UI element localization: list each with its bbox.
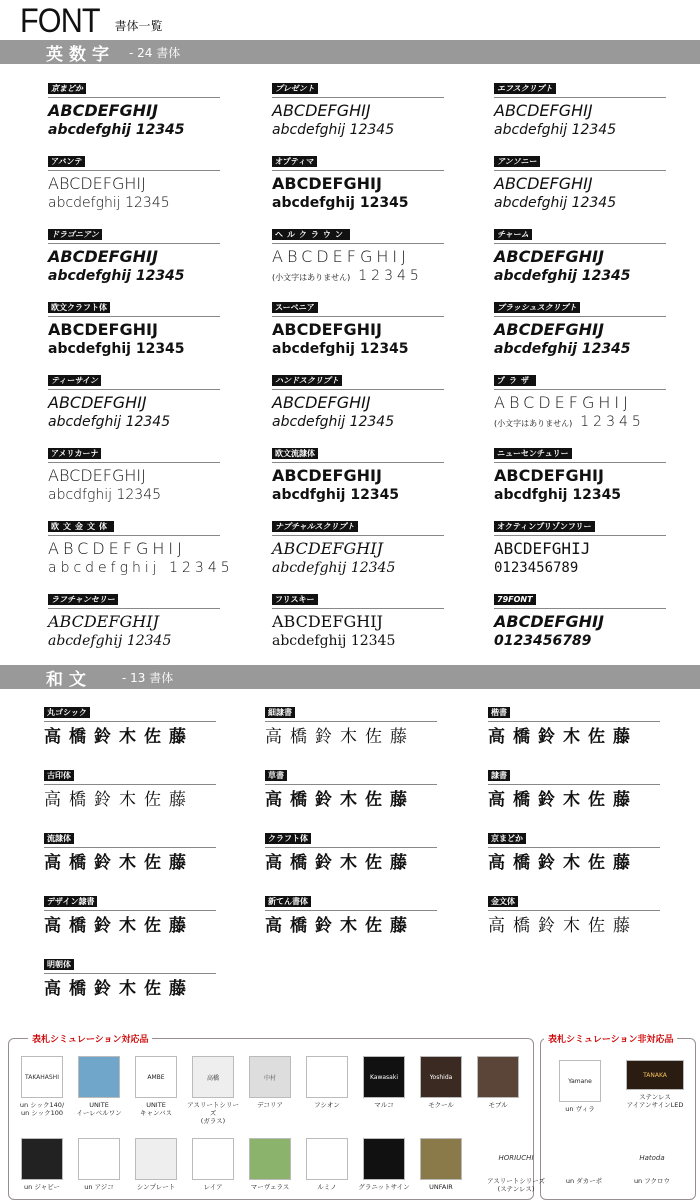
japanese-font-sample bbox=[265, 826, 445, 875]
font-name-label: 古印体 bbox=[44, 770, 74, 781]
uppercase-sample: ABCDEFGHIJ bbox=[48, 612, 159, 631]
japanese-font-sample bbox=[265, 700, 445, 749]
lowercase-sample: abcdefghij 12345 bbox=[48, 122, 185, 138]
kanji-sample: 高橋鈴木佐藤 bbox=[488, 727, 638, 747]
divider bbox=[272, 170, 444, 171]
product-image[interactable] bbox=[78, 1138, 120, 1180]
kanji-sample: 高橋鈴木佐藤 bbox=[488, 916, 638, 936]
divider bbox=[494, 535, 666, 536]
kanji-sample: 高橋鈴木佐藤 bbox=[44, 790, 194, 810]
product-image[interactable] bbox=[135, 1138, 177, 1180]
uppercase-sample: ABCDEFGHIJ bbox=[494, 539, 591, 558]
product-image[interactable]: 中村 bbox=[249, 1056, 291, 1098]
uppercase-sample: ABCDEFGHIJ bbox=[272, 393, 371, 412]
unsupported-products-title: 表札シミュレーション非対応品 bbox=[544, 1032, 677, 1045]
font-name-label: 京まどか bbox=[48, 83, 86, 94]
product-image[interactable] bbox=[21, 1138, 63, 1180]
divider bbox=[494, 316, 666, 317]
font-name-label: エフスクリプト bbox=[494, 83, 556, 94]
product-item[interactable] bbox=[185, 1138, 241, 1191]
font-name-label: フリスキー bbox=[272, 594, 318, 605]
uppercase-sample: ABCDEFGHIJ bbox=[48, 466, 146, 485]
page-header bbox=[20, 4, 163, 38]
lowercase-sample: abcdefghij 12345 bbox=[48, 633, 172, 649]
lowercase-sample: abcdfghij 12345 bbox=[272, 487, 400, 503]
latin-font-sample bbox=[272, 149, 452, 212]
lowercase-sample: abcdefghij 12345 bbox=[272, 195, 409, 211]
latin-font-sample bbox=[494, 441, 674, 504]
kanji-sample: 高橋鈴木佐藤 bbox=[265, 916, 415, 936]
divider bbox=[48, 97, 220, 98]
font-name-label: ハンドスクリプト bbox=[272, 375, 342, 386]
japanese-font-sample bbox=[488, 889, 668, 938]
font-name-label: 欧文金文体 bbox=[48, 521, 114, 532]
divider bbox=[272, 389, 444, 390]
kanji-sample: 高橋鈴木佐藤 bbox=[44, 979, 194, 999]
product-name: UNITE キャンバス bbox=[139, 1101, 173, 1117]
latin-font-sample bbox=[48, 222, 228, 285]
japanese-font-sample bbox=[44, 889, 224, 938]
lowercase-sample: abcdefghij 12345 bbox=[272, 560, 396, 576]
divider bbox=[265, 910, 437, 911]
digits-sample: 12345 bbox=[358, 268, 423, 284]
lowercase-sample: abcdefghij 12345 bbox=[272, 341, 409, 357]
latin-font-sample bbox=[48, 441, 228, 504]
lowercase-sample: abcdefghij 12345 bbox=[272, 414, 395, 430]
divider bbox=[488, 910, 660, 911]
kanji-sample: 高橋鈴木佐藤 bbox=[44, 916, 194, 936]
product-name: モクール bbox=[428, 1101, 454, 1109]
font-name-label: ナプチャルスクリプト bbox=[272, 521, 358, 532]
latin-font-sample bbox=[494, 295, 674, 358]
uppercase-sample: ABCDEFGHIJ bbox=[48, 101, 158, 120]
product-image[interactable]: HORIUCHI bbox=[498, 1154, 534, 1162]
font-name-label: ドラゴニアン bbox=[48, 229, 102, 240]
product-image[interactable] bbox=[363, 1138, 405, 1180]
latin-font-sample bbox=[272, 76, 452, 139]
font-name-label: 新てん書体 bbox=[265, 896, 311, 907]
font-name-label: 京まどか bbox=[488, 833, 526, 844]
lowercase-sample: 0123456789 bbox=[494, 560, 579, 576]
uppercase-sample: ABCDEFGHIJ bbox=[494, 466, 604, 485]
font-name-label: デザイン隷書 bbox=[44, 896, 97, 907]
latin-font-sample bbox=[48, 587, 228, 650]
product-image[interactable] bbox=[306, 1138, 348, 1180]
product-image[interactable]: TAKAHASHI bbox=[21, 1056, 63, 1098]
divider bbox=[48, 389, 220, 390]
lowercase-sample: 0123456789 bbox=[494, 633, 592, 649]
latin-font-sample bbox=[48, 514, 234, 577]
font-name-label: ヘルクラウン bbox=[272, 229, 350, 240]
font-name-label: ブラッシュスクリプト bbox=[494, 302, 580, 313]
product-item[interactable] bbox=[484, 1142, 548, 1193]
latin-font-sample bbox=[272, 587, 452, 650]
font-name-label: 明朝体 bbox=[44, 959, 74, 970]
product-name: un ダカーポ bbox=[565, 1177, 603, 1185]
japanese-section-band bbox=[0, 665, 700, 689]
kanji-sample: 高橋鈴木佐藤 bbox=[488, 790, 638, 810]
divider bbox=[265, 721, 437, 722]
uppercase-sample: ABCDEFGHIJ bbox=[494, 247, 604, 266]
uppercase-sample: ABCDEFGHIJ bbox=[272, 466, 382, 485]
lowercase-sample bbox=[272, 267, 452, 287]
product-image[interactable] bbox=[192, 1138, 234, 1180]
lowercase-sample: abcdfghij 12345 bbox=[494, 487, 622, 503]
lowercase-sample: abcdefghij 12345 bbox=[48, 195, 170, 211]
japanese-font-sample bbox=[44, 763, 224, 812]
latin-font-sample bbox=[494, 149, 674, 212]
latin-font-sample bbox=[272, 514, 452, 577]
font-name-label: 草書 bbox=[265, 770, 287, 781]
lowercase-sample: abcdfghij 12345 bbox=[48, 487, 162, 503]
product-image[interactable]: Yamane bbox=[559, 1060, 601, 1102]
product-item[interactable] bbox=[185, 1056, 241, 1125]
product-name: アスリートシリーズ (ガラス) bbox=[187, 1101, 239, 1125]
divider bbox=[48, 608, 220, 609]
product-image[interactable]: Yoshida bbox=[420, 1056, 462, 1098]
font-name-label: 流隷体 bbox=[44, 833, 74, 844]
product-name: グラニットサイン bbox=[358, 1183, 410, 1191]
japanese-font-sample bbox=[44, 826, 224, 875]
font-name-label: ニューセンチュリー bbox=[494, 448, 572, 459]
uppercase-sample: ABCDEFGHIJ bbox=[272, 101, 371, 120]
font-name-label: 欧文流隷体 bbox=[272, 448, 318, 459]
kanji-sample: 高橋鈴木佐藤 bbox=[265, 853, 415, 873]
divider bbox=[44, 973, 216, 974]
product-image[interactable]: Hatoda bbox=[639, 1154, 665, 1162]
divider bbox=[488, 784, 660, 785]
japanese-font-sample bbox=[488, 700, 668, 749]
product-item[interactable] bbox=[356, 1056, 412, 1109]
divider bbox=[272, 535, 444, 536]
product-item[interactable] bbox=[128, 1056, 184, 1117]
product-name: フシオン bbox=[314, 1101, 340, 1109]
product-item[interactable] bbox=[71, 1056, 127, 1117]
latin-section-title: 英数字 bbox=[46, 44, 115, 65]
divider bbox=[265, 784, 437, 785]
page-title: FONT bbox=[20, 2, 100, 40]
uppercase-sample: ABCDEFGHIJ bbox=[272, 174, 382, 193]
font-name-label: オクティンプリゾンフリー bbox=[494, 521, 595, 532]
latin-font-sample bbox=[272, 295, 452, 358]
page-subtitle: 書体一覧 bbox=[114, 19, 163, 33]
latin-font-sample bbox=[494, 76, 674, 139]
product-name: un シック140/ un シック100 bbox=[19, 1101, 65, 1117]
latin-section-count: - 24 書体 bbox=[129, 45, 181, 60]
kanji-sample: 高橋鈴木佐藤 bbox=[265, 727, 415, 747]
divider bbox=[494, 243, 666, 244]
product-item[interactable] bbox=[14, 1056, 70, 1117]
product-image[interactable]: Kawasaki bbox=[363, 1056, 405, 1098]
product-name: un ジャビー bbox=[24, 1183, 60, 1191]
product-name: ルミノ bbox=[317, 1183, 337, 1191]
uppercase-sample: ABCDEFGHIJ bbox=[494, 393, 632, 412]
product-item[interactable] bbox=[552, 1060, 608, 1113]
japanese-font-sample bbox=[265, 889, 445, 938]
latin-font-sample bbox=[494, 222, 674, 285]
japanese-section-count: - 13 書体 bbox=[122, 670, 174, 685]
kanji-sample: 高橋鈴木佐藤 bbox=[488, 853, 638, 873]
latin-font-sample bbox=[48, 295, 228, 358]
product-image[interactable]: 高橋 bbox=[192, 1056, 234, 1098]
divider bbox=[272, 608, 444, 609]
product-name: シンプレート bbox=[136, 1183, 176, 1191]
product-name: アスリートシリーズ (ステンレス) bbox=[487, 1177, 545, 1193]
lowercase-sample: abcdefghij 12345 bbox=[48, 341, 185, 357]
uppercase-sample: ABCDEFGHIJ bbox=[48, 539, 186, 558]
divider bbox=[44, 721, 216, 722]
lowercase-sample: abcdefghij 12345 bbox=[494, 341, 631, 357]
divider bbox=[272, 243, 444, 244]
lowercase-sample: abcdefghij 12345 bbox=[48, 414, 171, 430]
font-name-label: スーベニア bbox=[272, 302, 318, 313]
note-text: (小文字はありません) bbox=[494, 419, 573, 428]
font-name-label: ティーサイン bbox=[48, 375, 101, 386]
product-item[interactable] bbox=[299, 1138, 355, 1191]
product-image[interactable] bbox=[420, 1138, 462, 1180]
divider bbox=[44, 910, 216, 911]
product-item[interactable] bbox=[14, 1138, 70, 1191]
product-name: UNITE イーレベルワン bbox=[76, 1101, 122, 1117]
japanese-section-title: 和文 bbox=[46, 669, 92, 690]
kanji-sample: 高橋鈴木佐藤 bbox=[44, 727, 194, 747]
product-image[interactable] bbox=[477, 1056, 519, 1098]
lowercase-sample: abcdefghij 12345 bbox=[48, 268, 185, 284]
font-name-label: アバンテ bbox=[48, 156, 85, 167]
supported-products-title: 表札シミュレーション対応品 bbox=[28, 1032, 152, 1045]
uppercase-sample: ABCDEFGHIJ bbox=[48, 247, 158, 266]
japanese-font-sample bbox=[488, 763, 668, 812]
product-name: un ヴィラ bbox=[565, 1105, 595, 1113]
divider bbox=[494, 462, 666, 463]
lowercase-sample: abcdefghij 12345 bbox=[272, 122, 395, 138]
product-item[interactable] bbox=[356, 1138, 412, 1191]
product-name: マーヴェラス bbox=[250, 1183, 290, 1191]
kanji-sample: 高橋鈴木佐藤 bbox=[265, 790, 415, 810]
divider bbox=[494, 608, 666, 609]
latin-font-sample bbox=[272, 222, 452, 287]
divider bbox=[44, 847, 216, 848]
uppercase-sample: ABCDEFGHIJ bbox=[272, 612, 383, 631]
font-name-label: 隷書 bbox=[488, 770, 510, 781]
uppercase-sample: ABCDEFGHIJ bbox=[48, 174, 146, 193]
divider bbox=[272, 97, 444, 98]
product-image[interactable]: TANAKA bbox=[626, 1060, 684, 1090]
font-name-label: 楷書 bbox=[488, 707, 510, 718]
divider bbox=[44, 784, 216, 785]
product-item[interactable] bbox=[71, 1138, 127, 1191]
product-item[interactable] bbox=[413, 1138, 469, 1191]
divider bbox=[488, 847, 660, 848]
product-item[interactable] bbox=[242, 1138, 298, 1191]
product-item[interactable] bbox=[470, 1056, 526, 1109]
font-name-label: チャーム bbox=[494, 229, 532, 240]
divider bbox=[48, 462, 220, 463]
product-image[interactable] bbox=[306, 1056, 348, 1098]
font-name-label: プレゼント bbox=[272, 83, 318, 94]
latin-font-sample bbox=[48, 149, 228, 212]
latin-font-sample bbox=[48, 368, 228, 431]
product-name: ステンレス アイアンサインLED bbox=[626, 1093, 684, 1109]
lowercase-sample: abcdefghij 12345 bbox=[494, 195, 617, 211]
font-name-label: ラフチャンセリー bbox=[48, 594, 118, 605]
product-name: デコリア bbox=[257, 1101, 283, 1109]
divider bbox=[494, 389, 666, 390]
product-name: un アジコ bbox=[84, 1183, 114, 1191]
lowercase-sample bbox=[494, 413, 674, 433]
font-name-label: アメリカーナ bbox=[48, 448, 101, 459]
product-item[interactable] bbox=[620, 1060, 690, 1109]
font-name-label: 金文体 bbox=[488, 896, 518, 907]
font-name-label: プラザ bbox=[494, 375, 536, 386]
japanese-font-sample bbox=[488, 826, 668, 875]
latin-font-sample bbox=[272, 441, 452, 504]
japanese-font-sample bbox=[44, 952, 224, 1001]
product-name: レイア bbox=[203, 1183, 223, 1191]
uppercase-sample: ABCDEFGHIJ bbox=[494, 174, 593, 193]
divider bbox=[265, 847, 437, 848]
lowercase-sample: abcdefghij 12345 bbox=[494, 122, 617, 138]
font-name-label: 細隷書 bbox=[265, 707, 295, 718]
latin-font-sample bbox=[494, 368, 674, 433]
product-image[interactable] bbox=[249, 1138, 291, 1180]
uppercase-sample: ABCDEFGHIJ bbox=[494, 612, 604, 631]
font-name-label: 79FONT bbox=[494, 594, 536, 605]
japanese-font-sample bbox=[44, 700, 224, 749]
lowercase-sample: abcdefghij 12345 bbox=[494, 268, 631, 284]
uppercase-sample: ABCDEFGHIJ bbox=[272, 320, 382, 339]
note-text: (小文字はありません) bbox=[272, 273, 351, 282]
latin-font-sample bbox=[48, 76, 228, 139]
font-name-label: アンソニー bbox=[494, 156, 540, 167]
product-item[interactable] bbox=[620, 1142, 684, 1185]
product-name: マルコ bbox=[374, 1101, 394, 1109]
kanji-sample: 高橋鈴木佐藤 bbox=[44, 853, 194, 873]
divider bbox=[488, 721, 660, 722]
divider bbox=[494, 97, 666, 98]
font-name-label: オプティマ bbox=[272, 156, 317, 167]
product-image[interactable] bbox=[554, 1142, 614, 1174]
latin-font-sample bbox=[494, 587, 674, 650]
product-item[interactable] bbox=[242, 1056, 298, 1109]
product-item[interactable] bbox=[552, 1142, 616, 1185]
divider bbox=[48, 535, 220, 536]
product-name: un フクロウ bbox=[633, 1177, 671, 1185]
uppercase-sample: ABCDEFGHIJ bbox=[48, 320, 158, 339]
product-item[interactable] bbox=[128, 1138, 184, 1191]
product-item[interactable] bbox=[413, 1056, 469, 1109]
product-name: モブル bbox=[488, 1101, 508, 1109]
lowercase-sample: abcdefghij 12345 bbox=[272, 633, 396, 649]
japanese-font-sample bbox=[265, 763, 445, 812]
divider bbox=[494, 170, 666, 171]
uppercase-sample: ABCDEFGHIJ bbox=[48, 393, 147, 412]
digits-sample: 12345 bbox=[580, 414, 645, 430]
divider bbox=[272, 462, 444, 463]
divider bbox=[48, 316, 220, 317]
uppercase-sample: ABCDEFGHIJ bbox=[494, 101, 593, 120]
lowercase-sample: abcdefghij 12345 bbox=[48, 560, 234, 576]
divider bbox=[272, 316, 444, 317]
product-item[interactable] bbox=[299, 1056, 355, 1109]
uppercase-sample: ABCDEFGHIJ bbox=[272, 247, 410, 266]
font-name-label: 欧文クラフト体 bbox=[48, 302, 110, 313]
latin-font-sample bbox=[272, 368, 452, 431]
latin-section-band bbox=[0, 40, 700, 64]
divider bbox=[48, 243, 220, 244]
product-image[interactable] bbox=[78, 1056, 120, 1098]
font-name-label: クラフト体 bbox=[265, 833, 311, 844]
latin-font-sample bbox=[494, 514, 674, 577]
product-name: UNFAIR bbox=[429, 1183, 453, 1191]
font-name-label: 丸ゴシック bbox=[44, 707, 90, 718]
divider bbox=[48, 170, 220, 171]
uppercase-sample: ABCDEFGHIJ bbox=[272, 539, 383, 558]
uppercase-sample: ABCDEFGHIJ bbox=[494, 320, 604, 339]
product-image[interactable]: AMBE bbox=[135, 1056, 177, 1098]
